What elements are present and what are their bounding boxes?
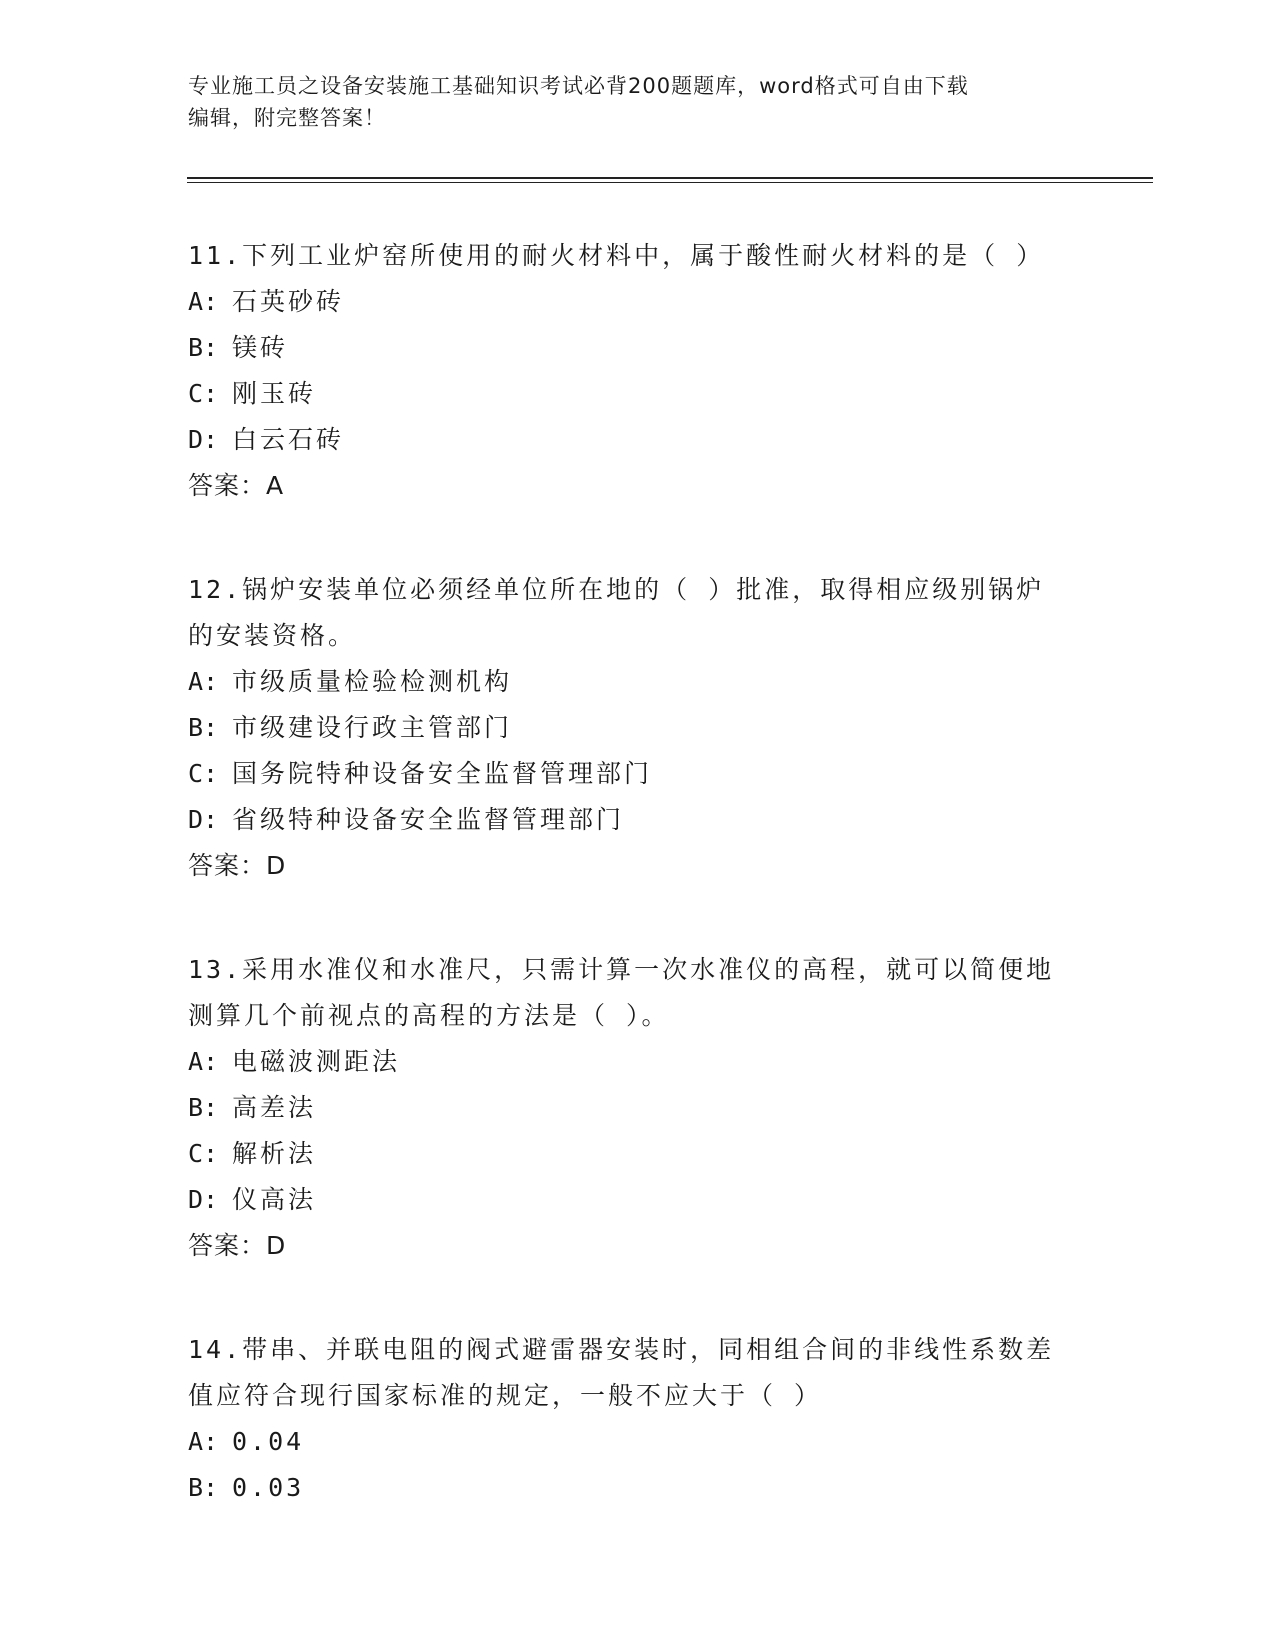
option-a xyxy=(188,279,1088,325)
option-letter: C: xyxy=(188,1139,219,1168)
question-text-continued: 测算几个前视点的高程的方法是（ ）。 xyxy=(188,1001,670,1030)
option-letter: C: xyxy=(188,759,219,788)
header-title-line-1: 专业施工员之设备安装施工基础知识考试必背200题题库，word格式可自由下载 xyxy=(188,74,969,98)
option-text: 刚玉砖 xyxy=(232,379,317,408)
option-a xyxy=(188,1419,1088,1465)
question-list xyxy=(188,233,1088,1569)
header-title-line-2: 编辑，附完整答案！ xyxy=(188,106,386,130)
option-text: 仪高法 xyxy=(232,1185,317,1214)
option-text: 0.03 xyxy=(232,1473,305,1502)
option-b xyxy=(188,1085,1088,1131)
header-divider-thin xyxy=(187,182,1153,183)
option-c xyxy=(188,1131,1088,1177)
document-header xyxy=(188,70,1088,134)
option-letter: B: xyxy=(188,1473,219,1502)
question-text-continued: 的安装资格。 xyxy=(188,621,357,650)
question-12 xyxy=(188,567,1088,889)
question-text: 12.锅炉安装单位必须经单位所在地的（ ）批准，取得相应级别锅炉 xyxy=(188,575,1045,604)
option-text: 国务院特种设备安全监督管理部门 xyxy=(232,759,653,788)
option-letter: D: xyxy=(188,1185,219,1214)
answer-line: 答案：D xyxy=(188,1231,287,1260)
option-d xyxy=(188,417,1088,463)
option-b xyxy=(188,1465,1088,1511)
option-b xyxy=(188,705,1088,751)
option-d xyxy=(188,797,1088,843)
question-14 xyxy=(188,1327,1088,1511)
option-text: 省级特种设备安全监督管理部门 xyxy=(232,805,625,834)
option-text: 高差法 xyxy=(232,1093,317,1122)
option-text: 镁砖 xyxy=(232,333,289,362)
option-a xyxy=(188,659,1088,705)
option-letter: D: xyxy=(188,425,219,454)
option-text: 市级建设行政主管部门 xyxy=(232,713,513,742)
question-text-continued: 值应符合现行国家标准的规定，一般不应大于（ ） xyxy=(188,1381,823,1410)
option-text: 电磁波测距法 xyxy=(232,1047,401,1076)
option-text: 解析法 xyxy=(232,1139,317,1168)
question-11 xyxy=(188,233,1088,509)
option-letter: A: xyxy=(188,1427,219,1456)
option-letter: A: xyxy=(188,667,219,696)
option-c xyxy=(188,751,1088,797)
option-b xyxy=(188,325,1088,371)
option-letter: B: xyxy=(188,713,219,742)
option-d xyxy=(188,1177,1088,1223)
question-13 xyxy=(188,947,1088,1269)
question-text: 14.带串、并联电阻的阀式避雷器安装时，同相组合间的非线性系数差 xyxy=(188,1335,1055,1364)
option-text: 0.04 xyxy=(232,1427,305,1456)
option-letter: C: xyxy=(188,379,219,408)
option-text: 白云石砖 xyxy=(232,425,345,454)
option-text: 市级质量检验检测机构 xyxy=(232,667,513,696)
header-divider-thick xyxy=(187,177,1153,179)
question-text: 13.采用水准仪和水准尺，只需计算一次水准仪的高程，就可以简便地 xyxy=(188,955,1055,984)
option-letter: B: xyxy=(188,1093,219,1122)
option-letter: A: xyxy=(188,287,219,316)
answer-line: 答案：A xyxy=(188,471,285,500)
option-a xyxy=(188,1039,1088,1085)
option-letter: D: xyxy=(188,805,219,834)
question-text: 11.下列工业炉窑所使用的耐火材料中，属于酸性耐火材料的是（ ） xyxy=(188,241,1045,270)
answer-line: 答案：D xyxy=(188,851,287,880)
option-letter: A: xyxy=(188,1047,219,1076)
option-text: 石英砂砖 xyxy=(232,287,345,316)
option-c xyxy=(188,371,1088,417)
option-letter: B: xyxy=(188,333,219,362)
